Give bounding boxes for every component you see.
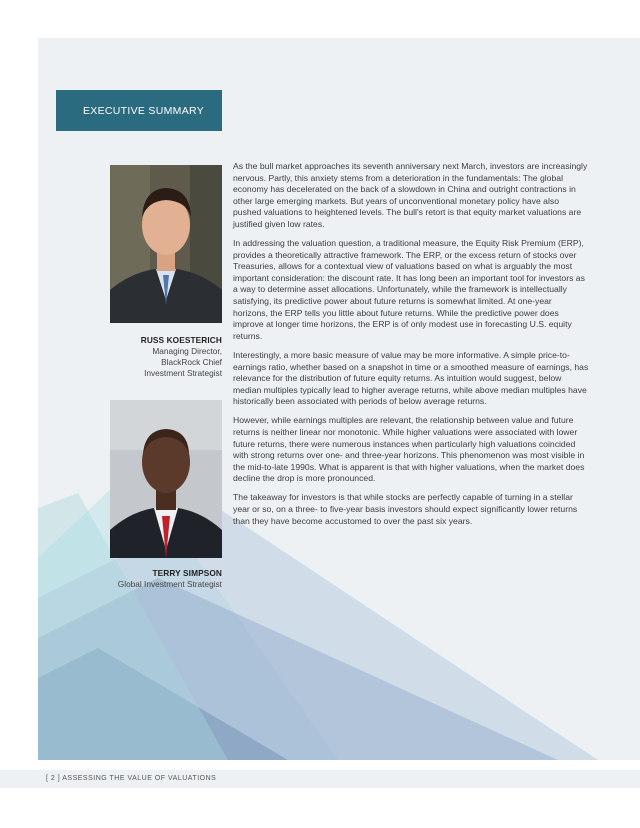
paragraph: The takeaway for investors is that while stocks are perfectly capable of turning in a stellar year or so, on a three- to five-year basis investors should expect significantly lower returns than they have become accustomed to over the past six years.	[233, 492, 578, 526]
author-name: RUSS KOESTERICH	[140, 335, 222, 345]
content-panel	[38, 38, 640, 760]
author-title-line: Investment Strategist	[144, 368, 222, 378]
author-title-line: Global Investment Strategist	[117, 579, 222, 589]
paragraph: In addressing the valuation question, a traditional measure, the Equity Risk Premium (ERP), provides a theoretically attractive framework. The ERP, or the excess return of stocks over Treasuries, allows for a contextual view of valuations based on what is arguably the most important consideration: the discount rate. It has long been an important tool for investors as a way to determine asset allocations. Unfortunately, while the framework is intellectually satisfying, its predictive power about future returns is somewhat limited. At one-year horizons, the ERP tells you little about future returns. While the predictive power does improve at longer time horizons, the ERP is of only modest use in forecasting U.S. equity returns.	[233, 238, 585, 341]
author-credit-koesterich	[78, 335, 222, 379]
portrait-illustration	[110, 400, 222, 558]
section-tab	[56, 90, 222, 131]
summary-body	[233, 161, 589, 535]
portrait-illustration	[110, 165, 222, 323]
author-photo-simpson	[110, 400, 222, 558]
author-photo-koesterich	[110, 165, 222, 323]
footer-text: [ 2 ] ASSESSING THE VALUE OF VALUATIONS	[46, 775, 217, 782]
page-footer	[0, 770, 640, 788]
author-name: TERRY SIMPSON	[152, 568, 222, 578]
paragraph: Interestingly, a more basic measure of value may be more informative. A simple price-to-earnings ratio, whether based on a snapshot in time or a smoothed measure of earnings, has relevance for the distribution of future equity returns. As intuition would suggest, below median multiples typically lead to higher average returns, while above median multiples have historically been associated with periods of below average returns.	[233, 349, 589, 407]
section-tab-label: EXECUTIVE SUMMARY	[83, 104, 205, 117]
author-credit-simpson	[78, 568, 222, 590]
author-title-line: BlackRock Chief	[161, 357, 222, 367]
paragraph: As the bull market approaches its seventh anniversary next March, investors are increasingly nervous. Partly, this anxiety stems from a deterioration in the fundamentals: The global economy has decelerated on the back of a slowdown in China and outright contractions in other large emerging markets. But years of unconventional monetary policy have also pushed valuations to heightened levels. The bull's retort is that equity market valuations are justified given low rates.	[233, 161, 588, 229]
author-title-line: Managing Director,	[152, 346, 222, 356]
paragraph: However, while earnings multiples are relevant, the relationship between value and future returns is neither linear nor monotonic. While higher valuations were associated with lower future returns, there were numerous instances when particularly high valuations coincided with strong returns over one- and three-year horizons. This phenomenon was most visible in the mid-to-late 1990s. What is apparent is that with higher valuations, when the market does decline the drop is more pronounced.	[233, 415, 585, 484]
